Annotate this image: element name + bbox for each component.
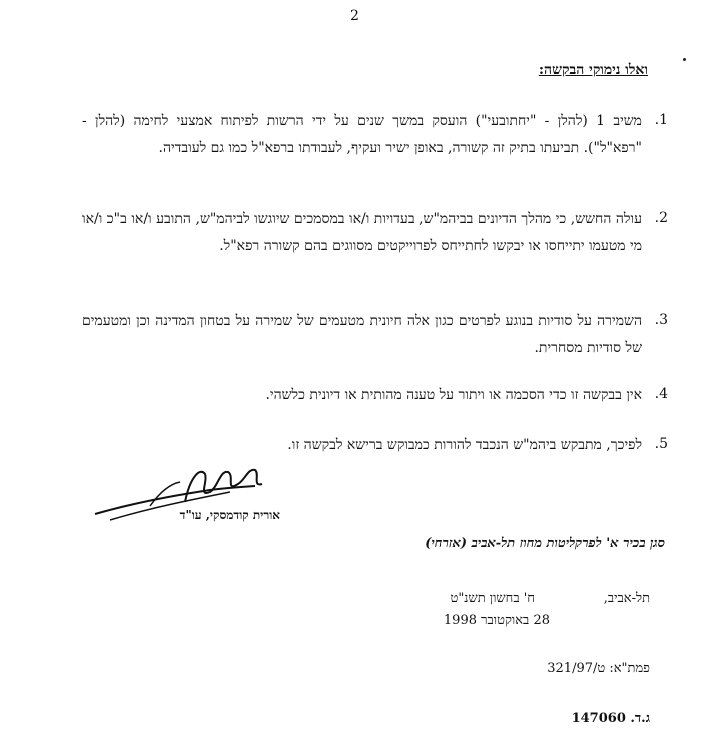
list-item: עולה החשש, כי מהלך הדיונים בביהמ"ש, בעדויות ו/או במסמכים שיוגשו לביהמ"ש, התובע ו/או ב"כ ו/או מי מטעמו יתייחסו או יבקשו לחתייחס לפרוייקטים מסווגים בהם קשורה רפא"ל. [82,211,642,254]
list-item: לפיכך, מתבקש ביהמ"ש הנכבד להורות כמבוקש ברישא לבקשה זו. [287,437,642,453]
case-number: פמת"א: ט/321/97 [547,661,650,676]
reference-number: ג.ד. 147060 [571,711,650,726]
signer-name: אורית קודמסקי, עו"ד [179,508,280,522]
list-item: השמירה על סודיות בנוגע לפרטים כגון אלה חיונית מטעמים של שמירה על בטחון המדינה וכן ומטעמים של סודיות מסחרית. [82,313,642,356]
signer-role: סגן בכיר א' לפרקליטות מחוז תל-אביב (אזרחי) [425,536,665,551]
hebrew-date: ח' בחשון תשנ"ט [450,591,535,606]
gregorian-date: 28 באוקטובר 1998 [443,613,550,628]
page-heading: ואלו נימוקי הבקשה: [538,62,648,78]
page-number: 2 [350,8,359,24]
place: תל-אביב, [603,591,650,606]
item-number: .2 [654,210,668,226]
item-number: .5 [654,436,668,452]
item-number: .4 [654,386,668,402]
item-number: .3 [654,312,668,328]
speck-mark [683,58,686,61]
list-item: אין בבקשה זו כדי הסכמה או ויתור על טענה מהותית או דיונית כלשהי. [265,387,642,403]
item-number: .1 [654,112,668,128]
list-item: משיב 1 (להלן - "יחתובעי") הועסק במשך שנים על ידי הרשות לפיתוח אמצעי לחימה (להלן - "רפא"ל"). תביעתו בתיק זה קשורה, באופן ישיר ועקיף, לעבודתו ברפא"ל כמו גם לעובדיה. [82,113,642,156]
